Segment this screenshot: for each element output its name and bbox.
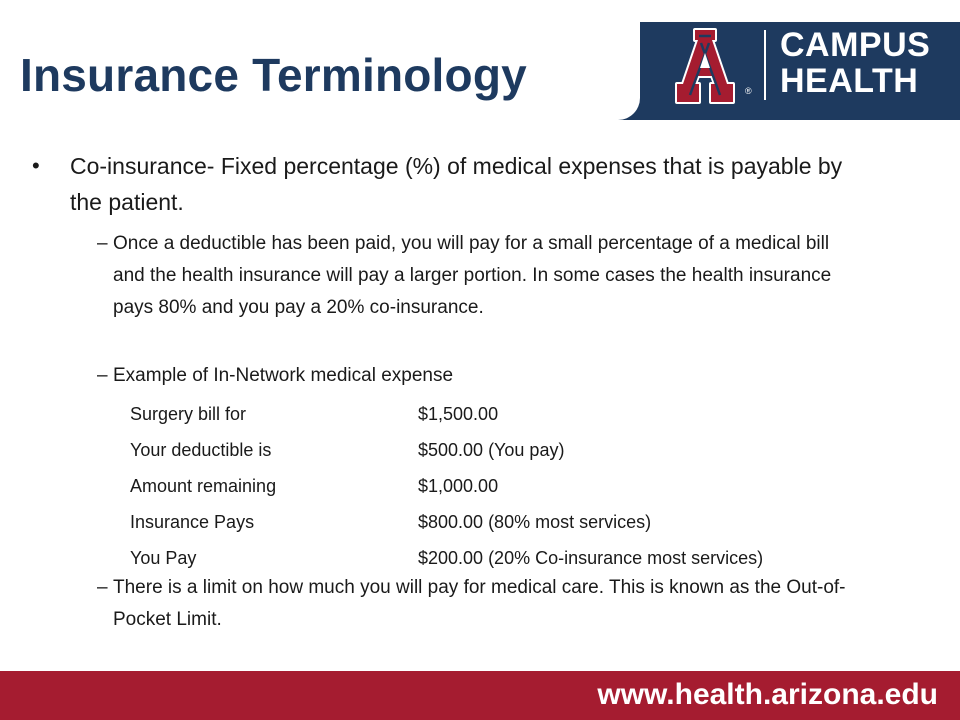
sub-bullet-text: Once a deductible has been paid, you will pay for a small percentage of a medical bill and the health insurance will pay a larger portion. In some cases the health insurance pays 80% and you pay a 20% co-insurance. [113, 233, 832, 318]
logo-divider [764, 30, 766, 100]
university-a-logo [665, 26, 745, 106]
dash-marker: – [97, 365, 108, 386]
bullet-marker: • [32, 153, 40, 178]
brand-line-2: HEALTH [780, 62, 919, 100]
footer-url[interactable]: www.health.arizona.edu [597, 678, 938, 711]
sub-bullet-text: Example of In-Network medical expense [113, 365, 454, 386]
dash-marker: – [97, 577, 108, 598]
bullet-main-text: Co-insurance- Fixed percentage (%) of medical expenses that is payable by the patient. [70, 153, 843, 215]
sub-bullet-text: There is a limit on how much you will pay for medical care. This is known as the Out-of-Pocket Limit. [113, 577, 846, 630]
example-value: $1,000.00 [418, 476, 499, 496]
example-label: You Pay [130, 548, 197, 568]
example-value: $800.00 (80% most services) [418, 512, 652, 532]
campus-health-logo-text [780, 28, 930, 100]
example-value: $200.00 (20% Co-insurance most services) [418, 548, 764, 568]
footer-bar [0, 671, 960, 720]
dash-marker: – [97, 233, 108, 254]
brand-line-1: CAMPUS [780, 26, 931, 64]
example-value: $500.00 (You pay) [418, 440, 565, 460]
example-label: Your deductible is [130, 440, 272, 460]
slide-title: Insurance Terminology [20, 49, 527, 101]
example-value: $1,500.00 [418, 404, 499, 424]
top-strip [0, 0, 960, 22]
registered-mark: ® [745, 86, 752, 96]
example-label: Surgery bill for [130, 404, 247, 424]
example-label: Amount remaining [130, 476, 277, 496]
example-label: Insurance Pays [130, 512, 255, 532]
